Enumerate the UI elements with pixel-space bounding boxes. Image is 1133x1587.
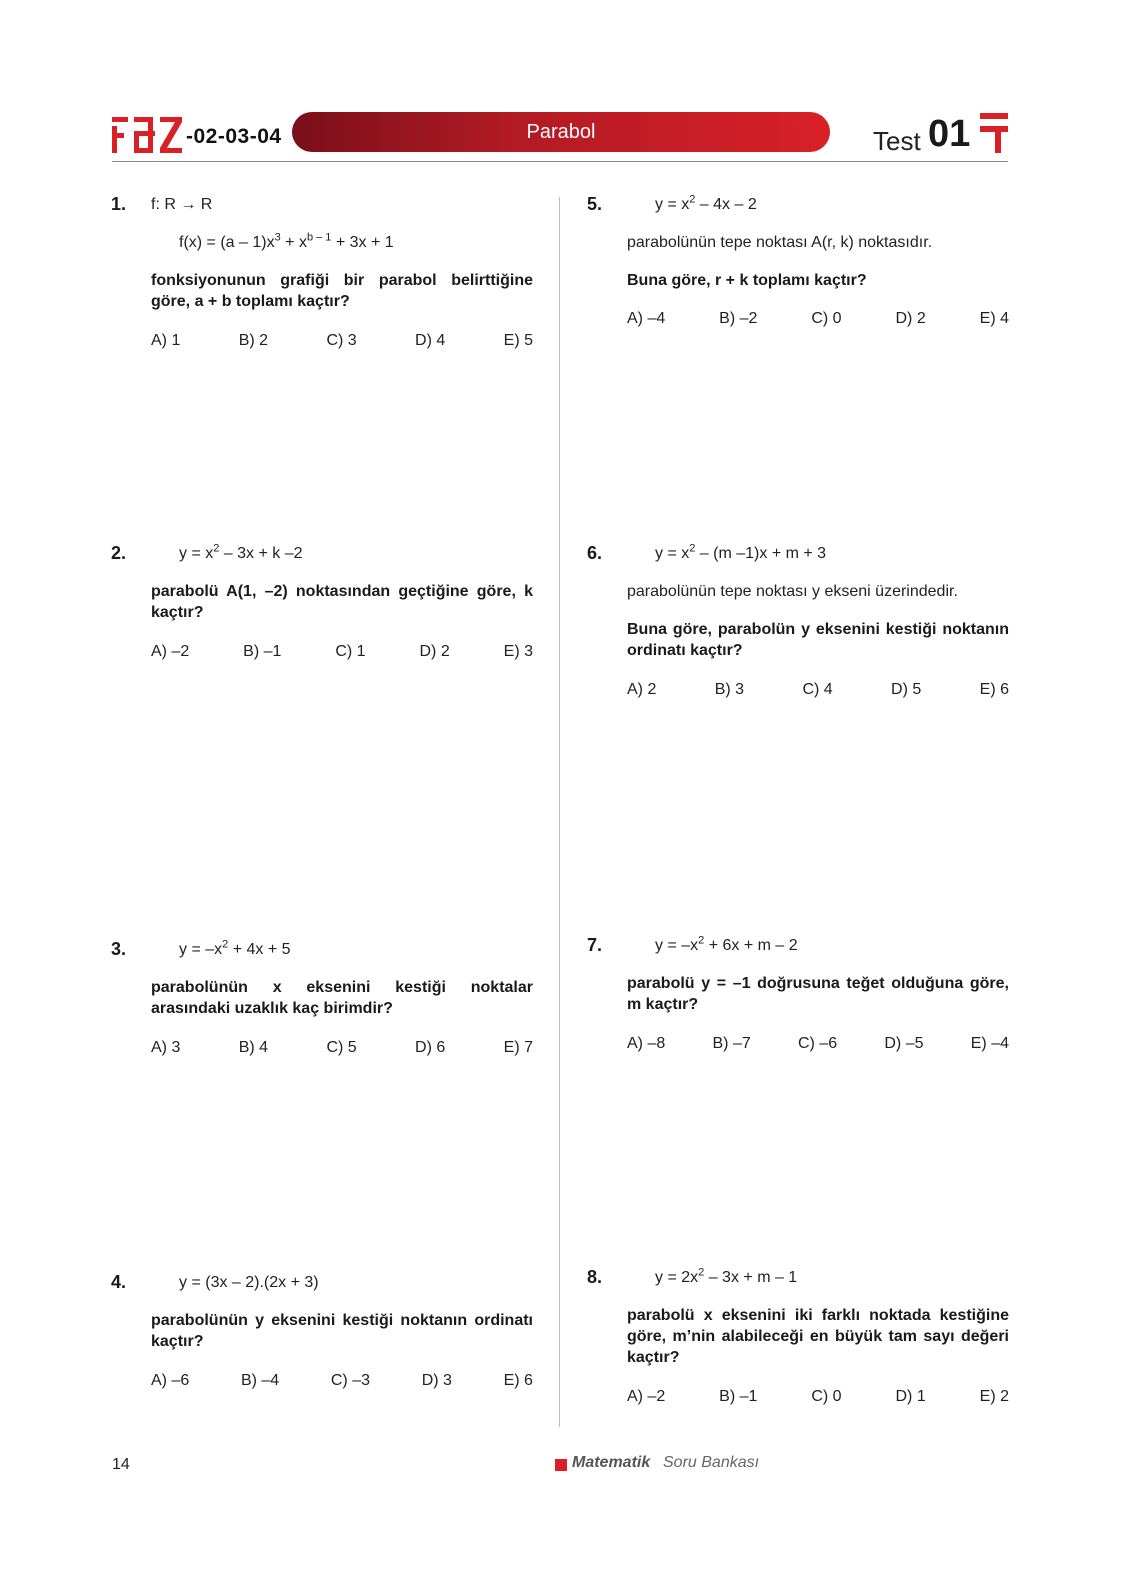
answer-choice-c[interactable]: C) 3 [326,332,357,349]
answer-choice-a[interactable]: A) 3 [151,1039,181,1056]
text-segment: parabolünün tepe noktası y ekseni üzerindedir. [627,583,958,600]
answer-choice-a[interactable]: A) 1 [151,332,181,349]
question-expression [627,543,1009,564]
text-segment: f: R → R [151,196,213,213]
exponent: 2 [213,542,220,555]
answer-choice-e[interactable]: E) 5 [503,332,533,349]
footer-book-title: Soru Bankası [663,1454,760,1471]
question-expression [627,194,1009,215]
answer-choice-b[interactable]: B) –2 [719,310,758,327]
answer-choice-c[interactable]: C) 4 [802,681,833,698]
answer-choice-b[interactable]: B) 2 [238,332,269,349]
answer-choices [151,1370,533,1391]
question-number: 3. [111,939,127,959]
answer-choice-a[interactable]: A) –6 [151,1372,190,1389]
answer-choice-a[interactable]: A) –4 [627,310,666,327]
column-divider [559,197,560,1427]
question-prompt [151,581,533,623]
exponent: 2 [689,542,696,555]
answer-choice-b[interactable]: B) 3 [714,681,745,698]
brand-mark-icon [980,113,1008,153]
footer-subject: Matematik [572,1454,651,1471]
question-expression [627,1267,1009,1288]
page-number: 14 [112,1456,130,1473]
question-expression [627,935,1009,956]
answer-choice-e[interactable]: E) 2 [979,1388,1009,1405]
answer-choice-d[interactable]: D) 2 [419,643,450,660]
text-segment: y = x [179,545,214,562]
question-prompt [627,270,1009,291]
answer-choices [151,330,533,351]
exponent: 2 [698,1266,705,1279]
question-prompt [151,270,533,312]
text-segment: y = 2x [655,1269,699,1286]
answer-choice-d[interactable]: D) 4 [415,332,446,349]
answer-choice-d[interactable]: D) 6 [415,1039,446,1056]
answer-choice-e[interactable]: E) 4 [979,310,1009,327]
answer-choice-c[interactable]: C) 0 [811,1388,842,1405]
question-expression [151,939,533,960]
text-segment: + 4x + 5 [228,941,291,958]
text-segment: Buna göre, parabolün y eksenini kestiği noktanın ordinatı kaçtır? [627,621,1009,659]
question-number: 2. [111,543,127,563]
test-label: Test [873,126,921,156]
question-expression [151,1272,533,1293]
text-segment: + 6x + m – 2 [704,937,798,954]
question-text [627,581,1009,602]
answer-choice-a[interactable]: A) –2 [627,1388,666,1405]
question-number: 4. [111,1272,127,1292]
answer-choices [151,1037,533,1058]
text-segment: parabolünün x eksenini kestiği noktalar arasındaki uzaklık kaç birimdir? [151,979,533,1017]
topic-title: Parabol [526,120,596,143]
question-number: 5. [587,194,603,214]
answer-choices [627,1386,1009,1407]
footer-square-icon [555,1459,567,1471]
test-code: -02-03-04 [186,125,282,148]
test-number: 01 [928,113,971,155]
topic-banner [292,112,830,152]
answer-choice-a[interactable]: A) 2 [627,681,657,698]
answer-choices [627,679,1009,700]
answer-choice-c[interactable]: C) 1 [335,643,366,660]
text-segment: f(x) = (a – 1)x [179,234,275,251]
exponent: b – 1 [306,231,332,244]
text-segment: + 3x + 1 [331,234,394,251]
answer-choice-a[interactable]: A) –8 [627,1035,666,1052]
text-segment: – 3x + m – 1 [704,1269,798,1286]
answer-choice-b[interactable]: B) –7 [712,1035,751,1052]
text-segment: Buna göre, r + k toplamı kaçtır? [627,272,867,289]
question-expression [151,543,533,564]
answer-choice-e[interactable]: E) 6 [503,1372,533,1389]
answer-choice-e[interactable]: E) 6 [979,681,1009,698]
text-segment: parabolü y = –1 doğrusuna teğet olduğuna göre, m kaçtır? [627,975,1009,1013]
question-expression [151,232,533,253]
question-number: 8. [587,1267,603,1287]
answer-choice-c[interactable]: C) –3 [330,1372,370,1389]
page-footer [0,1440,1133,1500]
answer-choices [627,308,1009,329]
question-prompt [627,1305,1009,1368]
question-number: 1. [111,194,127,214]
answer-choice-d[interactable]: D) 5 [891,681,922,698]
exponent: 2 [222,938,229,951]
answer-choice-e[interactable]: E) 7 [503,1039,533,1056]
answer-choice-d[interactable]: D) 3 [421,1372,452,1389]
text-segment: y = x [655,196,690,213]
text-segment: parabolünün tepe noktası A(r, k) noktasıdır. [627,234,933,251]
text-segment: y = x [655,545,690,562]
answer-choice-d[interactable]: D) 2 [895,310,926,327]
header-divider [112,161,1008,162]
text-segment: y = (3x – 2).(2x + 3) [179,1274,319,1291]
answer-choices [627,1033,1009,1054]
question-text [151,194,533,215]
question-prompt [151,1310,533,1352]
exponent: 2 [689,193,696,206]
text-segment: y = –x [655,937,699,954]
text-segment: parabolü x eksenini iki farklı noktada kestiğine göre, m’nin alabileceği en büyük tam sayı değeri kaçtır? [627,1307,1009,1366]
answer-choice-c[interactable]: C) 0 [811,310,842,327]
answer-choice-b[interactable]: B) –4 [240,1372,280,1389]
answer-choice-b[interactable]: B) –1 [719,1388,758,1405]
answer-choices [151,641,533,662]
faz-logo [112,117,182,153]
text-segment: fonksiyonunun grafiği bir parabol belirttiğine göre, a + b toplamı kaçtır? [151,272,533,310]
answer-choice-c[interactable]: C) 5 [326,1039,357,1056]
text-segment: – 4x – 2 [695,196,757,213]
text-segment: – (m –1)x + m + 3 [695,545,827,562]
page-header [0,0,1133,170]
question-number: 6. [587,543,603,563]
answer-choice-b[interactable]: B) –1 [243,643,282,660]
answer-choice-a[interactable]: A) –2 [151,643,190,660]
text-segment: – 3x + k –2 [219,545,303,562]
answer-choice-d[interactable]: D) 1 [895,1388,926,1405]
text-segment: parabolü A(1, –2) noktasından geçtiğine göre, k kaçtır? [151,583,533,621]
text-segment: + x [280,234,307,251]
question-number: 7. [587,935,603,955]
answer-choice-c[interactable]: C) –6 [798,1035,838,1052]
text-segment: y = –x [179,941,223,958]
text-segment: parabolünün y eksenini kestiği noktanın ordinatı kaçtır? [151,1312,533,1350]
answer-choice-e[interactable]: E) –4 [970,1035,1009,1052]
question-prompt [627,619,1009,661]
question-prompt [627,973,1009,1015]
answer-choice-b[interactable]: B) 4 [238,1039,269,1056]
exponent: 2 [698,934,705,947]
answer-choice-d[interactable]: D) –5 [884,1035,924,1052]
question-text [627,232,1009,253]
exponent: 3 [274,231,281,244]
answer-choice-e[interactable]: E) 3 [503,643,533,660]
question-prompt [151,977,533,1019]
